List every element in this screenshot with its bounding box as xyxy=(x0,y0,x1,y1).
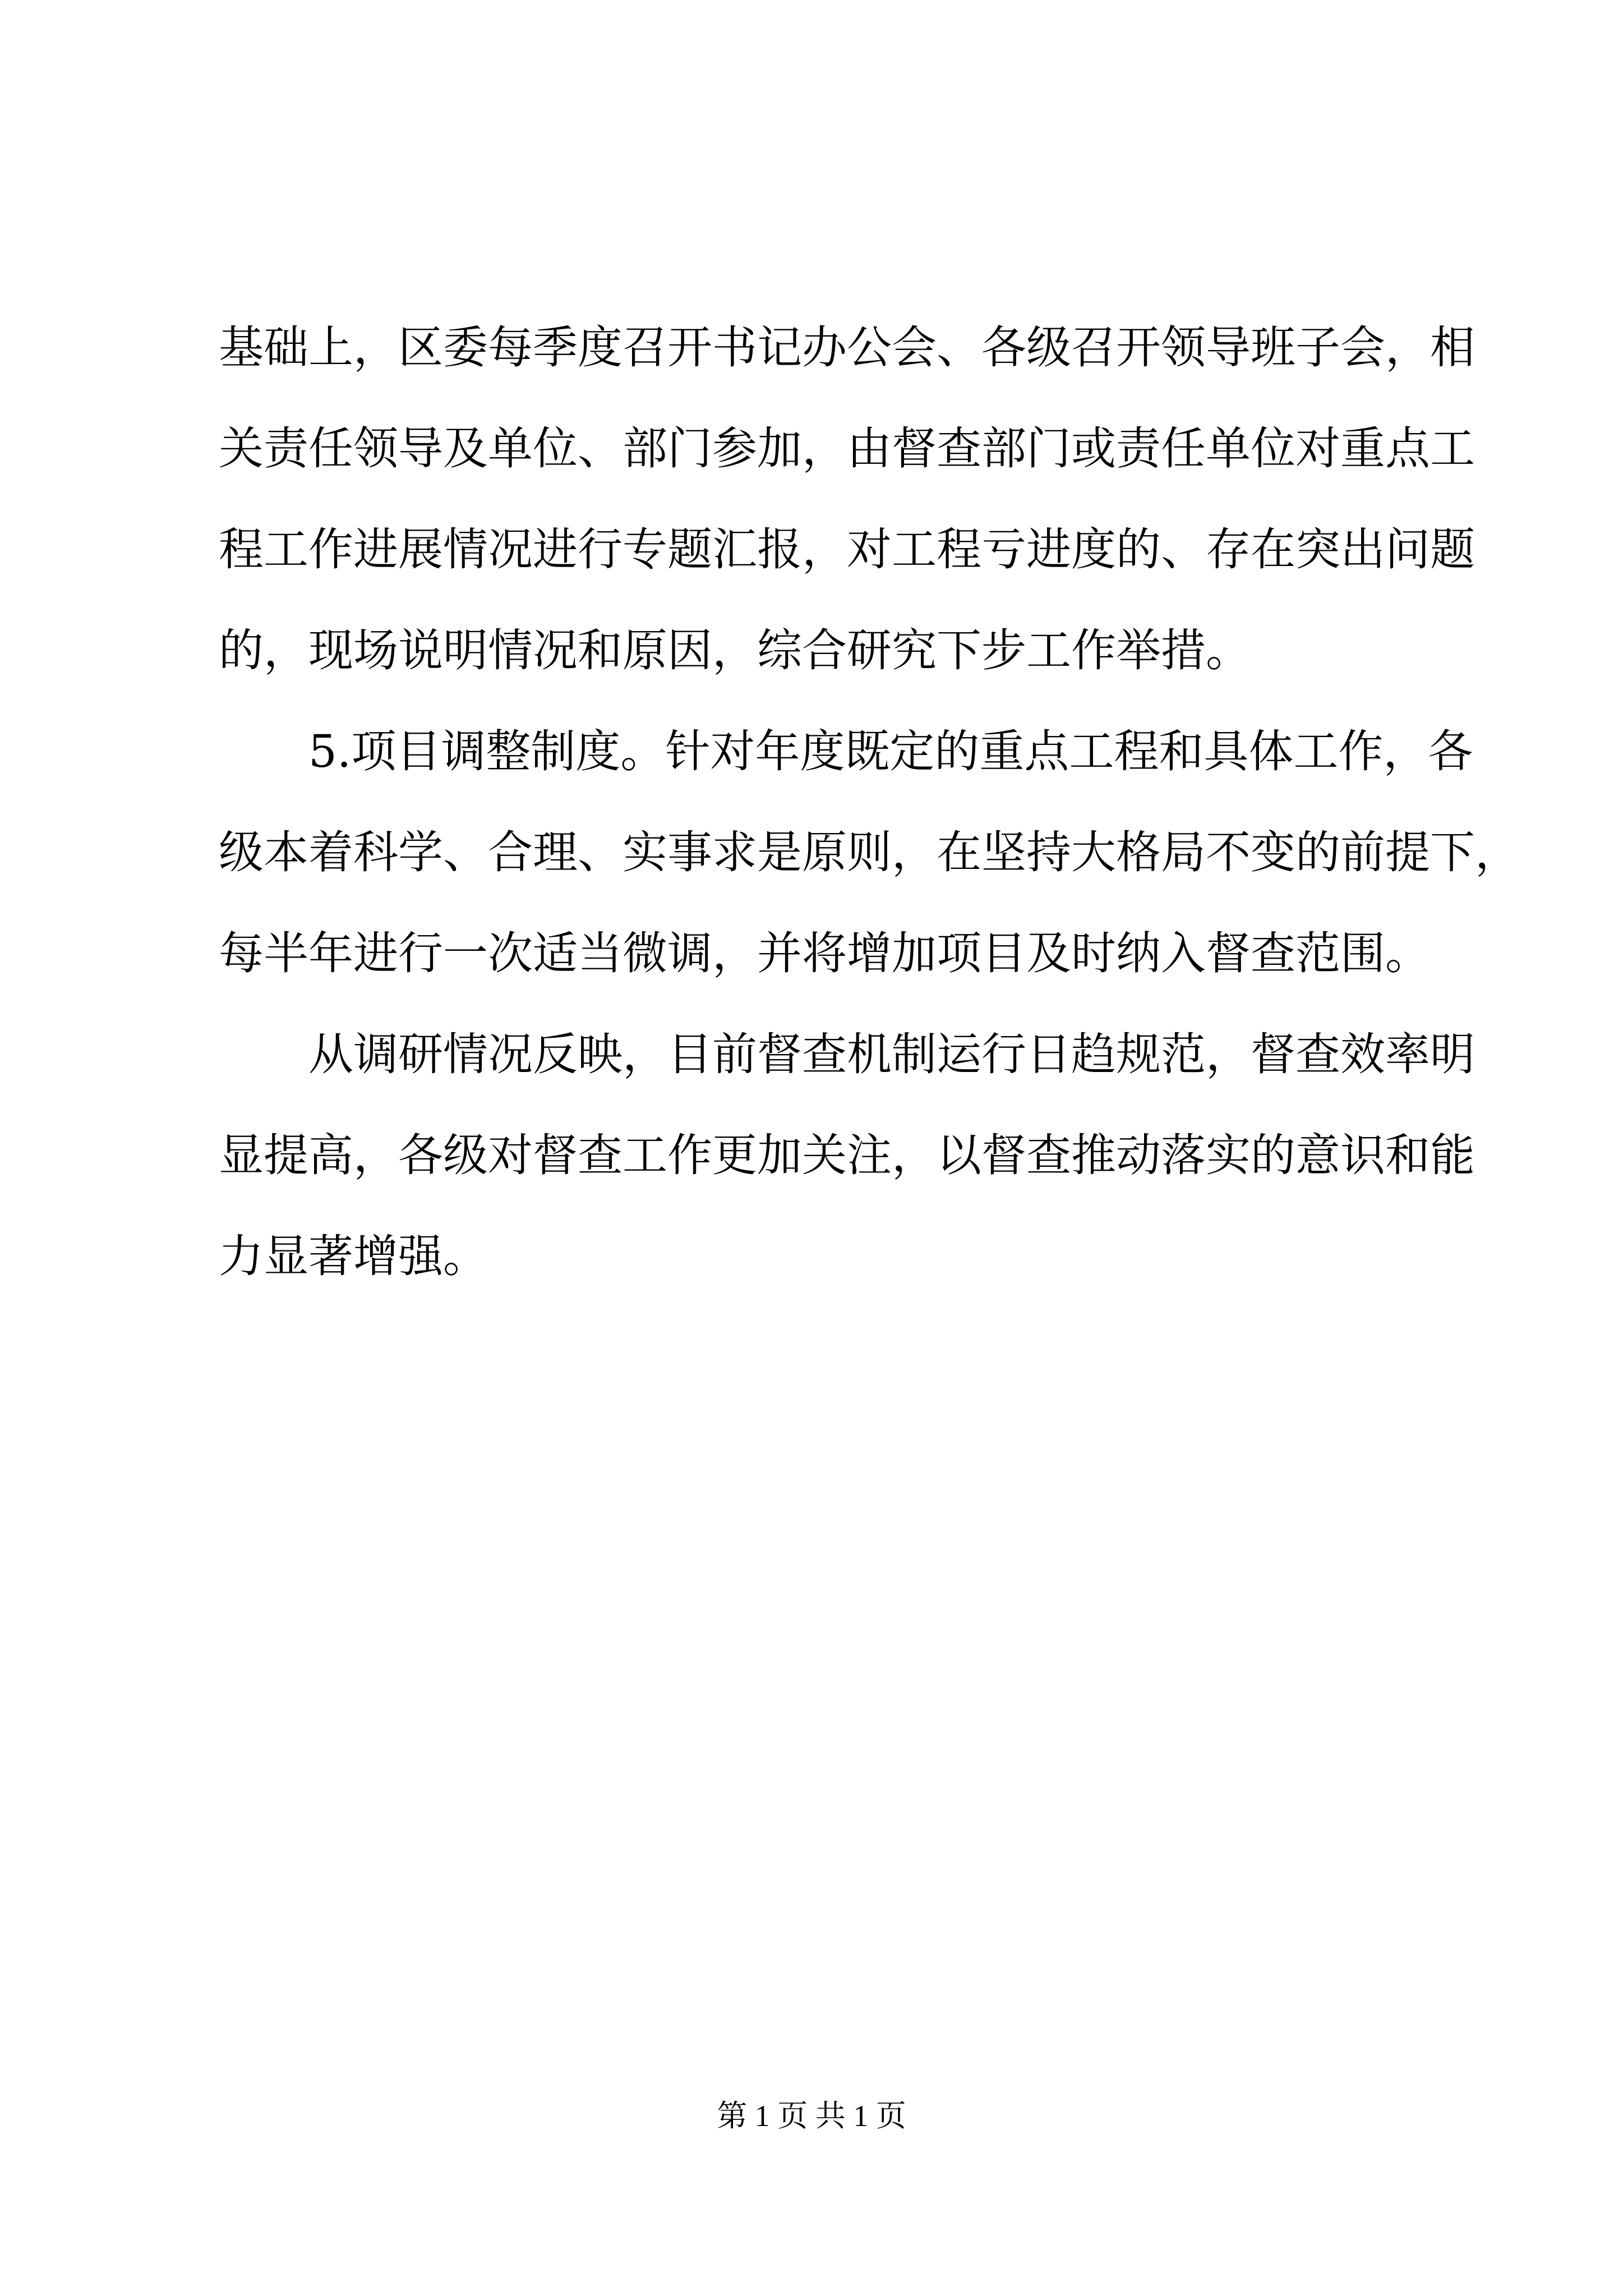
paragraph-2 xyxy=(219,701,1520,1004)
paragraph-line: 关责任领导及单位、部门参加，由督查部门或责任单位对重点工 xyxy=(219,422,1475,475)
paragraph-line: 级本着科学、合理、实事求是原则，在坚持大格局不变的前提下， xyxy=(219,826,1520,878)
page-footer: 第 1 页 共 1 页 xyxy=(717,2099,906,2133)
paragraph-line: 程工作进展情况进行专题汇报，对工程亏进度的、存在突出问题 xyxy=(219,523,1475,576)
paragraph-line: 基础上，区委每季度召开书记办公会、各级召开领导班子会，相 xyxy=(219,321,1475,374)
paragraph-line: 从调研情况反映，目前督查机制运行日趋规范，督查效率明 xyxy=(308,1028,1475,1080)
paragraph-line: 的，现场说明情况和原因，综合研究下步工作举措。 xyxy=(219,624,1251,677)
paragraph-1 xyxy=(219,297,1475,701)
paragraph-line: 力显著增强。 xyxy=(219,1230,488,1282)
document-body xyxy=(219,297,1520,1307)
paragraph-line: 5.项目调整制度。针对年度既定的重点工程和具体工作，各 xyxy=(308,725,1473,777)
paragraph-line: 显提高，各级对督查工作更加关注，以督查推动落实的意识和能 xyxy=(219,1129,1475,1181)
paragraph-line: 每半年进行一次适当微调，并将增加项目及时纳入督查范围。 xyxy=(219,927,1430,979)
paragraph-3 xyxy=(219,1004,1475,1307)
